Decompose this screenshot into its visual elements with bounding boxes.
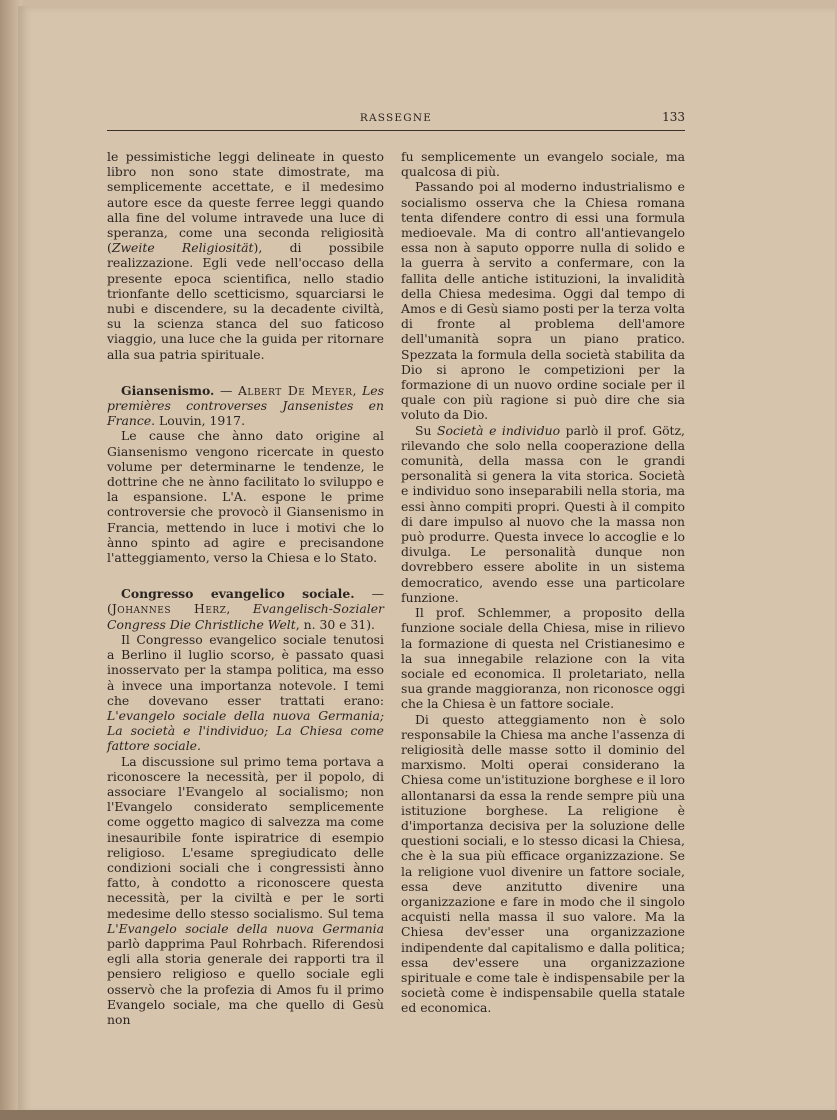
right-column bbox=[401, 149, 685, 1016]
paragraph: La discussione sul primo tema portava a riconoscere la necessità, per il popolo, di associare l'Evangelo al socialismo; non l'Evangelo considerato semplicemente come oggetto magico di salvezza ma come inesauribile fonte ispiratrice di esempio religioso. L'esame spregiudicato delle condizioni sociali che i congressisti ànno fatto, à condotto a riconoscere questa necessità, per la civiltà e per le sorti medesime dello stesso socialismo. Sul tema L'Evangelo sociale della nuova Germania parlò dapprima Paul Rohrbach. Riferendosi egli alla storia generale dei rapporti tra il pensiero religioso e quello sociale egli osservò che la profezia di Amos fu il primo Evangelo sociale, ma che quello di Gesù non bbox=[107, 753, 384, 1027]
left-column bbox=[107, 149, 384, 1027]
author-name: Johannes Herz bbox=[111, 601, 227, 617]
section-heading: Giansenismo. bbox=[121, 382, 215, 398]
review-congresso-citation: Congresso evangelico sociale. — (Johannes Herz, Evangelisch-Sozialer Congress Die Christliche Welt, n. 30 e 31). bbox=[107, 586, 384, 632]
book-title: Les premières controverses Jansenistes en France bbox=[107, 382, 384, 429]
review-giansenismo-citation: Giansenismo. — Albert De Meyer, Les premières controverses Jansenistes en France. Louvin, 1917. bbox=[107, 382, 384, 429]
section-heading: Congresso evangelico sociale. bbox=[121, 586, 355, 602]
running-header bbox=[107, 112, 685, 130]
author-name: Albert De Meyer bbox=[237, 382, 353, 398]
paragraph: Passando poi al moderno industrialismo e socialismo osserva che la Chiesa romana tenta difendere contro di essi una formula medioevale. Ma di contro all'antievangelo essa non à saputo opporre nulla di solido e la guerra à servito a confermare, con la fallita delle antiche istituzioni, la invalidità della Chiesa medesima. Oggi dal tempo di Amos e di Gesù siamo posti per la terza volta di fronte al problema dell'amore dell'umanità sopra un piano pratico. Spezzata la formula della società stabilita da Dio si aprono le competizioni per la formazione di un nuovo ordine sociale per il quale con più ragione si può dire che sia voluto da Dio. bbox=[401, 179, 685, 423]
paragraph: le pessimistiche leggi delineate in questo libro non sono state dimostrate, ma semplicemente accettate, e il medesimo autore esce da queste ferree leggi quando alla fine del volume intravede una luce di speranza, come una seconda religiosità (Zweite Religiosität), di possibile realizzazione. Egli vede nell'occaso della presente epoca scientifica, nello stadio trionfante dello scetticismo, squarciarsi le nubi e discendere, su la decadente civiltà, su la scienza stanca del suo faticoso viaggio, una luce che la guida per ritornare alla sua patria spirituale. bbox=[107, 149, 384, 362]
paragraph: Di questo atteggiamento non è solo responsabile la Chiesa ma anche l'assenza di religiosità delle masse sotto il dominio del marxismo. Molti operai considerano la Chiesa come un'istituzione borghese e il loro allontanarsi da essa la rende sempre più una istituzione borghese. La religione è d'importanza decisiva per la soluzione delle questioni sociali, e lo stesso dicasi la Chiesa, che è la sua più efficace organizzazione. Se la religione vuol divenire un fattore sociale, essa deve anzitutto divenire una organizzazione e fare in modo che il singolo acquisti nella massa il suo valore. Ma la Chiesa dev'esser una organizzazione indipendente dal capitalismo e dalla politica; essa dev'essere una organizzazione spirituale e come tale è indispensabile per la società come è indispensabile quella statale ed economica. bbox=[401, 711, 685, 1016]
running-title: RASSEGNE bbox=[359, 112, 433, 124]
paragraph: Il prof. Schlemmer, a proposito della funzione sociale della Chiesa, mise in rilievo la formazione di questa nel Cristianesimo e la sua innegabile relazione con la vita sociale ed economica. Il proletariato, nella sua grande maggioranza, non riconosce oggi che la Chiesa è un fattore sociale. bbox=[401, 605, 685, 712]
paragraph: Le cause che ànno dato origine al Giansenismo vengono ricercate in questo volume per determinarne le tendenze, le dottrine che ne ànno facilitato lo sviluppo e la espansione. L'A. espone le prime controversie che provocò il Giansenismo in Francia, mettendo in luce i motivi che lo ànno spinto ad agire e precisandone l'atteggiamento, verso la Chiesa e lo Stato. bbox=[107, 428, 384, 566]
page-number: 133 bbox=[662, 110, 685, 124]
paragraph: Su Società e individuo parlò il prof. Götz, rilevando che solo nella cooperazione della comunità, della massa con le grandi personalità si genera la vita storica. Società e individuo sono inseparabili nella storia, ma essi ànno compiti propri. Questi à il compito di dare impulso al nuovo che la massa non può produrre. Questa invece lo accoglie e lo divulga. Le personalità dunque non dovrebbero essere abolite in un sistema democratico, avendo esse una particolare funzione. bbox=[401, 422, 685, 605]
paragraph: Il Congresso evangelico sociale tenutosi a Berlino il luglio scorso, è passato quasi inosservato per la stampa politica, ma esso à invece una importanza notevole. I temi che dovevano esser trattati erano: L'evangelo sociale della nuova Germania; La società e l'individuo; La Chiesa come fattore sociale. bbox=[107, 631, 384, 754]
page-bottom-edge bbox=[0, 1110, 837, 1120]
paragraph: fu semplicemente un evangelo sociale, ma qualcosa di più. bbox=[401, 149, 685, 180]
journal-title: Evangelisch-Sozialer Congress Die Christliche Welt bbox=[107, 601, 384, 632]
header-rule bbox=[107, 130, 685, 131]
